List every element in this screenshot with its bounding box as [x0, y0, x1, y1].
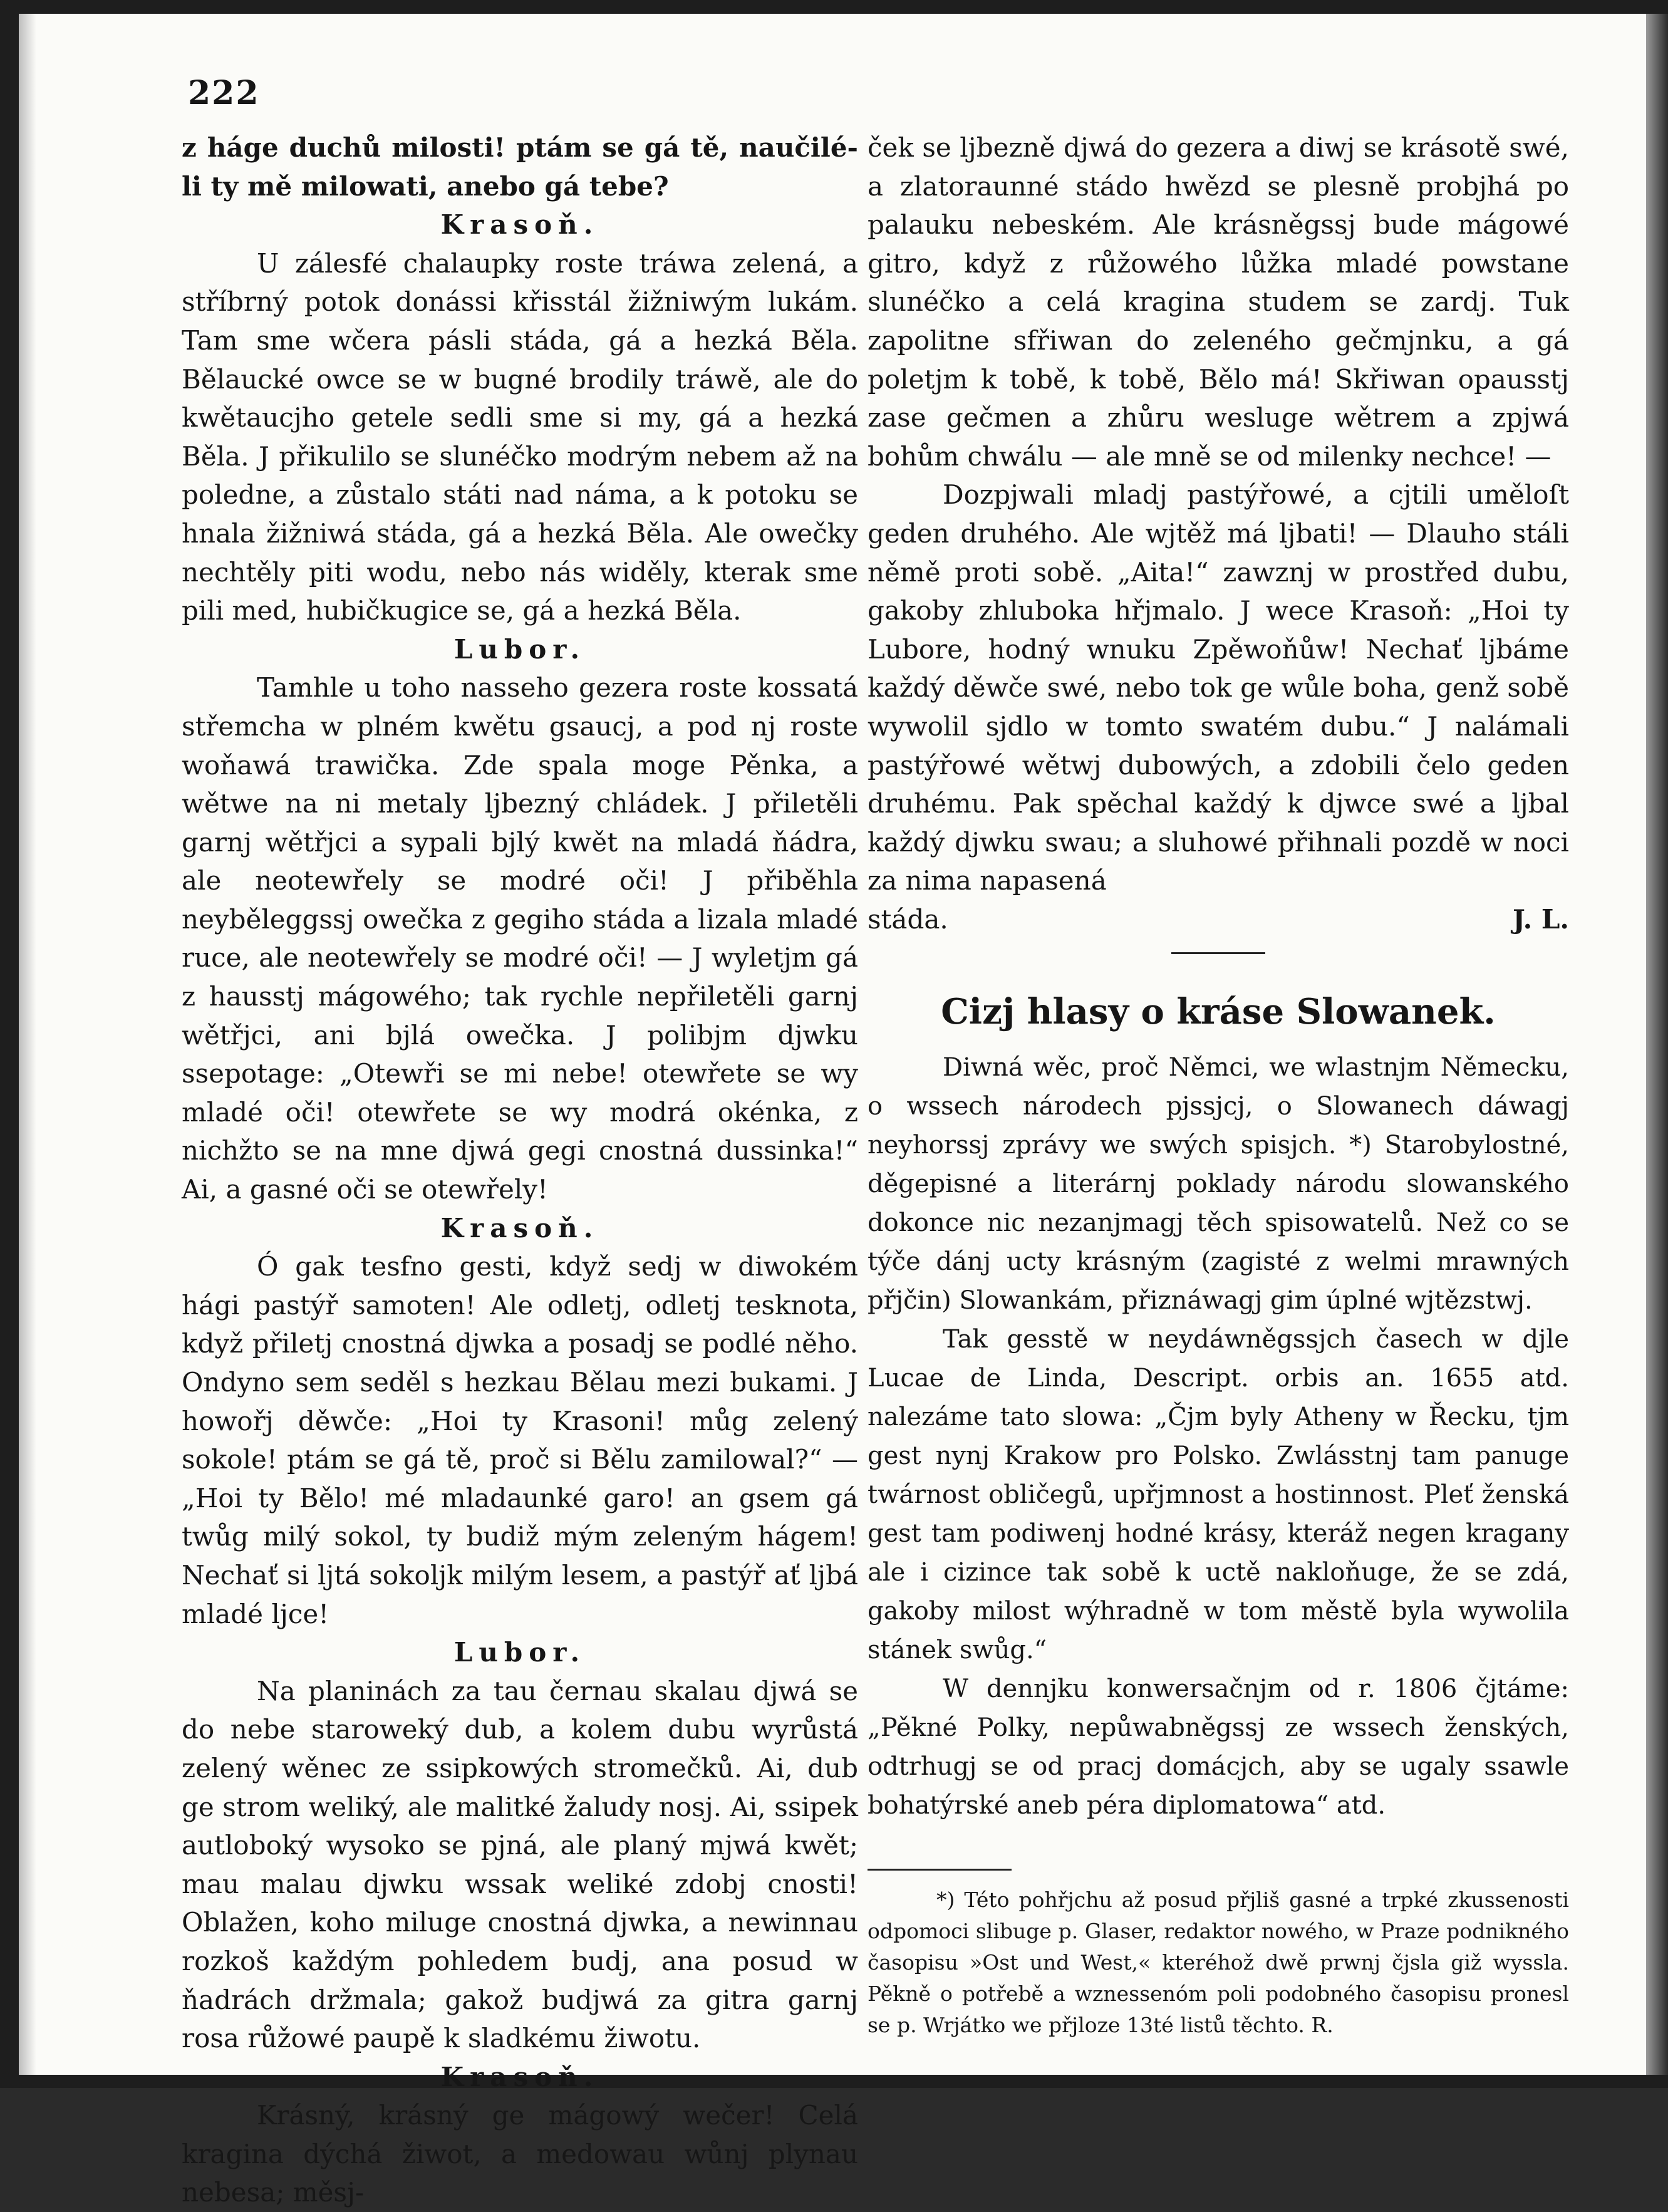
speaker-heading: Lubor. [453, 1637, 586, 1668]
right-column [868, 128, 1569, 2041]
paragraph: Dozpjwali mladj pastýřowé, a cjtili uměloſt geden druhého. Ale wjtěž má ljbati! — Dlauho stáli němě proti sobě. „Aita!“ zawznj w prostřed dubu, gakoby zhluboka hřjmalo. J wece Krasoň: „Hoi ty Lubore, hodný wnuku Zpěwoňůw! Nechať ljbáme každý děwče swé, nebo tok ge wůle boha, genž sobě wywolil sjdlo w tomto swatém dubu.“ J nalámali pastýřowé wětwj dubowých, a zdobili čelo geden druhému. Pak spěchal každý k djwce swé a ljbal každý djwku swau; a sluhowé přihnali pozdě w noci za nima napasená [868, 479, 1569, 896]
paragraph: W dennjku konwersačnjm od r. 1806 čjtáme: „Pěkné Polky, nepůwabněgssj ze wssech ženských, odtrhugj se od pracj domácjch, aby se ugaly ssawle bohatýrské aneb péra diplomatowa“ atd. [868, 1675, 1569, 1820]
paragraph: Tak gesstě w neydáwněgssjch časech w djle Lucae de Linda, Descript. orbis an. 1655 atd. nalezáme tato slowa: „Čjm byly Atheny w Řecku, tjm gest nynj Krakow pro Polsko. Zwlásstnj tam panuge twárnost obličegů, upřjmnost a hostinnost. Pleť ženská gest tam podiwenj hodné krásy, kteráž negen kragany ale i cizince tak sobě k uctě nakloňuge, že se zdá, gakoby milost wýhradně w tom městě byla wywolila stánek swůg.“ [868, 1325, 1569, 1665]
paragraph: Diwná wěc, proč Němci, we wlastnjm Německu, o wssech národech pjssjcj, o Slowanech dáwagj neyhorssj zprávy we swých spisjch. *) Starobylostné, děgepisné a literárnj poklady národu slowanského dokonce nic nezanjmagj těch spisowatelů. Než co se týče dánj ucty krásným (zagisté z welmi mrawných přjčin) Slowankám, přiznáwagj gim úplné wjtězstwj. [868, 1053, 1569, 1316]
speaker-heading: Krasoň. [440, 2061, 599, 2092]
paragraph: Na planinách za tau černau skalau djwá se do nebe staroweký dub, a kolem dubu wyrůstá zelený wěnec ze ssipkowých stromečků. Ai, dub ge strom weliký, ale malitké žaludy nosj. Ai, ssipek autloboký wysoko se pjná, ale planý mjwá kwět; mau malau djwku wssak weliké zdobj cnosti! Oblažen, koho miluge cnostná djwka, a newinnau rozkoš každým pohledem budj, ana posud w ňadrách držmala; gakož budjwá za gitra garnj rosa růžowé paupě k sladkému žiwotu. [182, 1675, 858, 2054]
left-column [182, 128, 858, 2212]
section-title: Cizj hlasy o kráse Slowanek. [941, 991, 1496, 1033]
paragraph: Tamhle u toho nasseho gezera roste kossatá střemcha w plném kwětu gsaucj, a pod nj roste woňawá trawička. Zde spala moge Pěnka, a wětwe na ni metaly ljbezný chládek. J přiletěli garnj wětřjci a sypali bjlý kwět na mladá ňádra, ale neotewřely se modré oči! J přiběhla neyběleggssj owečka z gegiho stáda a lizala mladé ruce, ale neotewřely se modré oči! — J wyletjm gá z hausstj mágowého; tak rychle nepřiletěli garnj wětřjci, ani bjlá owečka. J polibjm djwku ssepotage: „Otewři se mi nebe! otewřete se wy mladé oči! otewřete se wy modrá okénka, z nichžto se na mne djwá gegi cnostná dussinka!“ Ai, a gasné oči se otewřely! [182, 672, 858, 1205]
section-divider [1171, 952, 1265, 954]
signature-line [868, 900, 1569, 939]
footnote-divider [868, 1869, 1012, 1871]
paragraph: U zálesfé chalaupky roste tráwa zelená, a stříbrný potok donássi křisstál žižniwým lukám. Tam sme wčera pásli stáda, gá a hezká Běla. Bělaucké owce se w bugné brodily tráwě, ale do kwětaucjho getele sedli sme si my, gá a hezká Běla. J přikulilo se slunéčko modrým nebem až na poledne, a zůstalo státi nad náma, a k potoku se hnala žižniwá stáda, gá a hezká Běla. Ale owečky nechtěly piti wodu, nebo nás widěly, kterak sme pili med, hubičkugice se, gá a hezká Běla. [182, 247, 858, 626]
paragraph: z háge duchů milosti! ptám se gá tě, naučilé-li ty mě milowati, anebo gá tebe? [182, 132, 858, 202]
paragraph: ček se ljbezně djwá do gezera a diwj se krásotě swé, a zlatoraunné stádo hwězd se plesně probjhá po palauku nebeském. Ale krásněgssj bude mágowé gitro, když z růžowého lůžka mladé powstane slunéčko a celá kragina studem se zardj. Tuk zapolitne sfřiwan do zeleného gečmjnku, a gá poletjm k tobě, k tobě, Bělo má! Skřiwan opausstj zase gečmen a zhůru wesluge wětrem a zpjwá bohům chwálu — ale mně se od milenky nechce! — [868, 132, 1569, 472]
footnote-initial: R. [1311, 2013, 1334, 2038]
page-number: 222 [188, 74, 260, 112]
author-signature: J. L. [1512, 903, 1569, 935]
speaker-heading: Krasoň. [440, 209, 599, 241]
footnote [868, 1884, 1569, 2041]
footnote-text: *) Této pohřjchu až posud přjliš gasné a trpké zkussenosti odpomoci slibuge p. Glaser, redaktor nowého, w Praze podnikného časopisu »Ost und West,« kteréhož dwě prwnj čjsla giž wyssla. Pěkně o potřebě a wznessenóm poli podobného časopisu pronesl se p. Wrjátko we přjloze 13té listů těchto. [868, 1887, 1569, 2038]
paragraph: Ó gak tesfno gesti, když sedj w diwokém hági pastýř samoten! Ale odletj, odletj tesknota, když přiletj cnostná djwka a posadj se podlé něho. Ondyno sem seděl s hezkau Bělau mezi bukami. J howořj děwče: „Hoi ty Krasoni! můg zelený sokole! ptám se gá tě, proč si Bělu zamilowal?“ — „Hoi ty Bělo! mé mladaunké garo! an gsem gá twůg milý sokol, ty budiž mým zeleným hágem! Nechať si ljtá sokoljk milým lesem, a pastýř ať ljbá mladé ljce! [182, 1251, 858, 1629]
speaker-heading: Lubor. [453, 633, 586, 665]
speaker-heading: Krasoň. [440, 1212, 599, 1244]
page-edge-shadow [1646, 14, 1668, 2075]
paragraph: Krásný, krásný ge mágowý wečer! Celá kragina dýchá žiwot, a medowau wůnj plynau nebesa; měsj- [182, 2100, 858, 2208]
gutter-shadow [19, 14, 36, 2075]
paragraph-ending: stáda. [868, 903, 948, 935]
